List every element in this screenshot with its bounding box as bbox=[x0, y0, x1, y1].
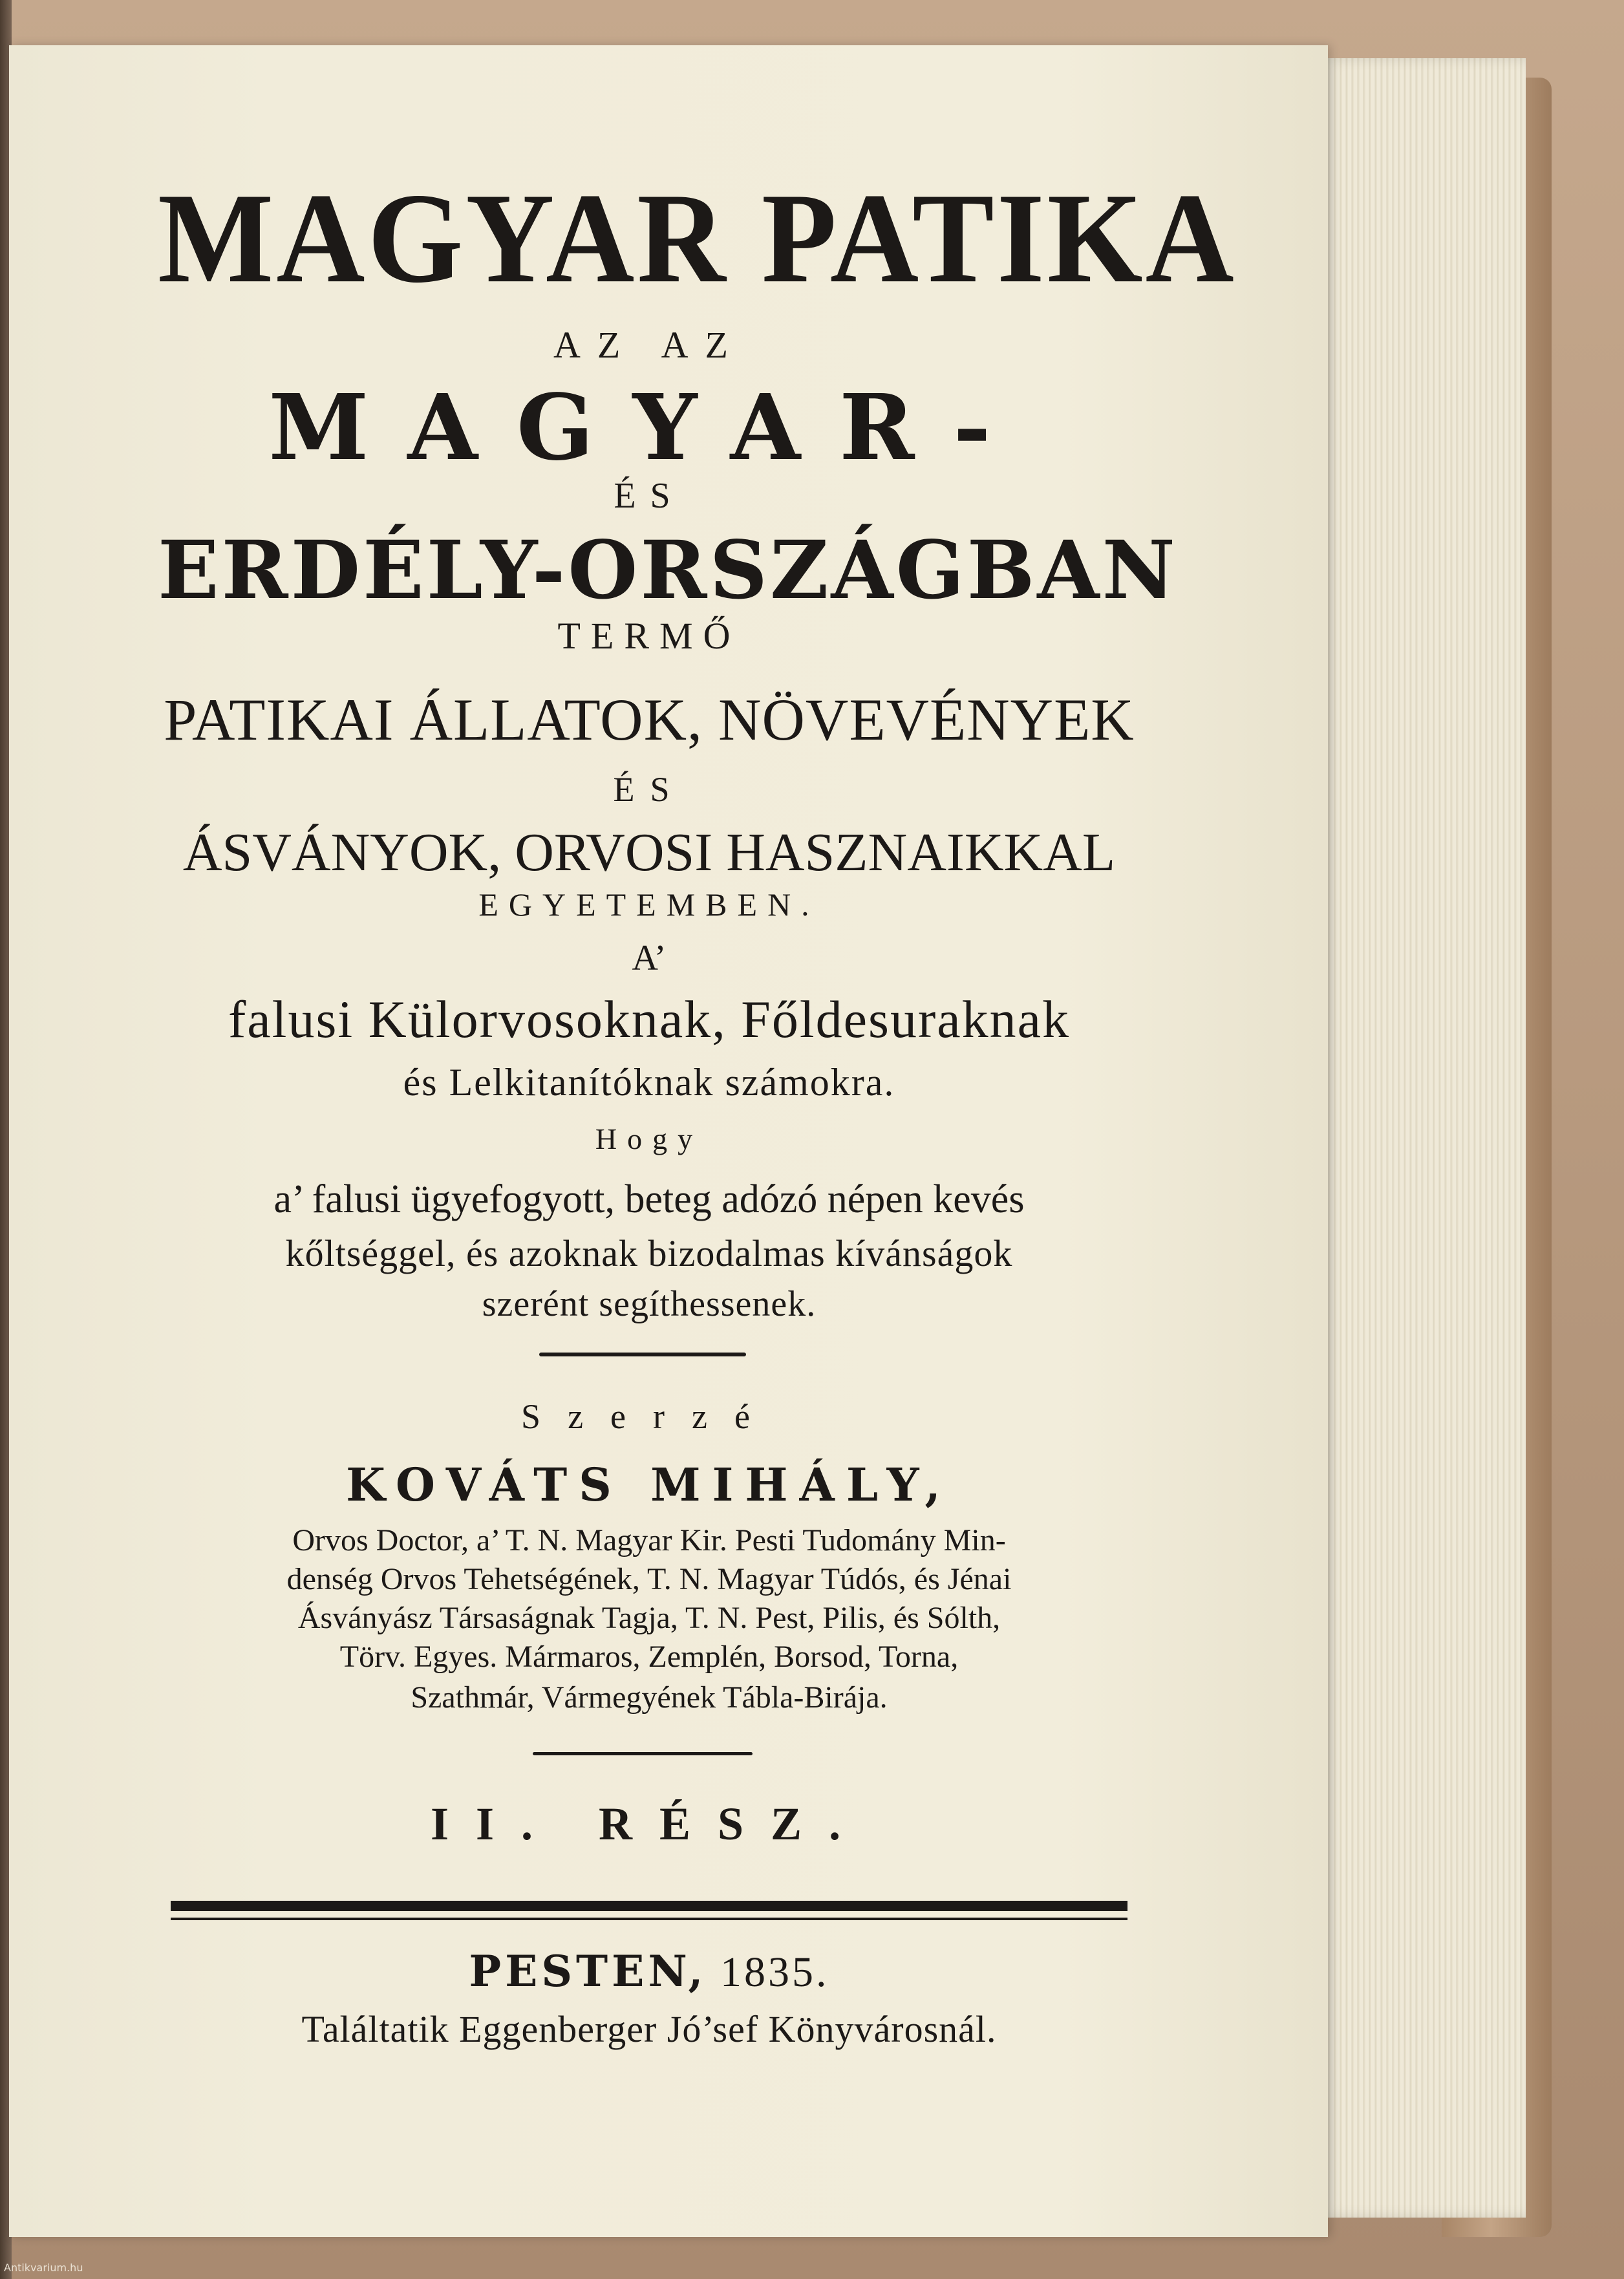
es-line-1: ÉS bbox=[614, 476, 685, 516]
lelkitanitoknak-line: és Lelkitanítóknak számokra. bbox=[403, 1061, 895, 1104]
az-az-line: AZ AZ bbox=[553, 324, 745, 366]
purpose-line-1: a’ falusi ügyefogyott, beteg adózó népen kevés bbox=[273, 1177, 1025, 1221]
hogy-line: Hogy bbox=[595, 1122, 703, 1155]
falusi-line: falusi Külorvosoknak, Főldesuraknak bbox=[228, 990, 1071, 1049]
credential-line: Orvos Doctor, a’ T. N. Magyar Kir. Pesti Tudomány Min- bbox=[292, 1523, 1006, 1557]
page-edges-stack bbox=[1319, 58, 1526, 2218]
author-name: KOVÁTS MIHÁLY, bbox=[346, 1458, 952, 1512]
termo-line: TERMŐ bbox=[557, 615, 741, 657]
purpose-line-2: kőltséggel, és azoknak bizodalmas kívánságok bbox=[285, 1232, 1013, 1274]
magyar-line: MAGYAR- bbox=[268, 375, 1030, 481]
credential-line: denség Orvos Tehetségének, T. N. Magyar Túdós, és Jénai bbox=[286, 1562, 1012, 1596]
credential-line: Ásványász Társaságnak Tagja, T. N. Pest, Pilis, és Sólth, bbox=[297, 1601, 1001, 1635]
purpose-line-3: szerént segíthessenek. bbox=[482, 1284, 817, 1324]
watermark: Antikvarium.hu bbox=[4, 2262, 83, 2274]
ornament-divider-1 bbox=[539, 1353, 746, 1356]
double-rule-thick bbox=[171, 1901, 1127, 1911]
patikai-line: PATIKAI ÁLLATOK, NÖVEVÉNYEK bbox=[164, 687, 1135, 753]
imprint-year: 1835. bbox=[720, 1949, 829, 1996]
a-quote-line: A’ bbox=[632, 938, 667, 978]
asvanyok-line: ÁSVÁNYOK, ORVOSI HASZNAIKKAL bbox=[182, 822, 1116, 883]
title-page bbox=[9, 45, 1328, 2237]
es-line-2: ÉS bbox=[613, 770, 685, 809]
szerze-line: Szerzé bbox=[521, 1397, 777, 1436]
erdely-orszagban-line: ERDÉLY-ORSZÁGBAN bbox=[158, 524, 1178, 617]
publisher-line: Találtatik Eggenberger Jó’sef Könyvárosnál. bbox=[301, 2008, 997, 2050]
part-number: II. RÉSZ. bbox=[430, 1798, 868, 1850]
imprint-place: PESTEN, bbox=[469, 1946, 707, 1996]
credential-line: Szathmár, Vármegyének Tábla-Birája. bbox=[411, 1680, 888, 1715]
credential-line: Törv. Egyes. Mármaros, Zemplén, Borsod, Torna, bbox=[339, 1640, 959, 1674]
ornament-divider-2 bbox=[533, 1752, 753, 1755]
egyetemben-line: EGYETEMBEN. bbox=[478, 886, 820, 923]
double-rule-thin bbox=[171, 1918, 1127, 1920]
book-title: MAGYAR PATIKA bbox=[158, 167, 1237, 310]
imprint-line bbox=[158, 1946, 1140, 1997]
